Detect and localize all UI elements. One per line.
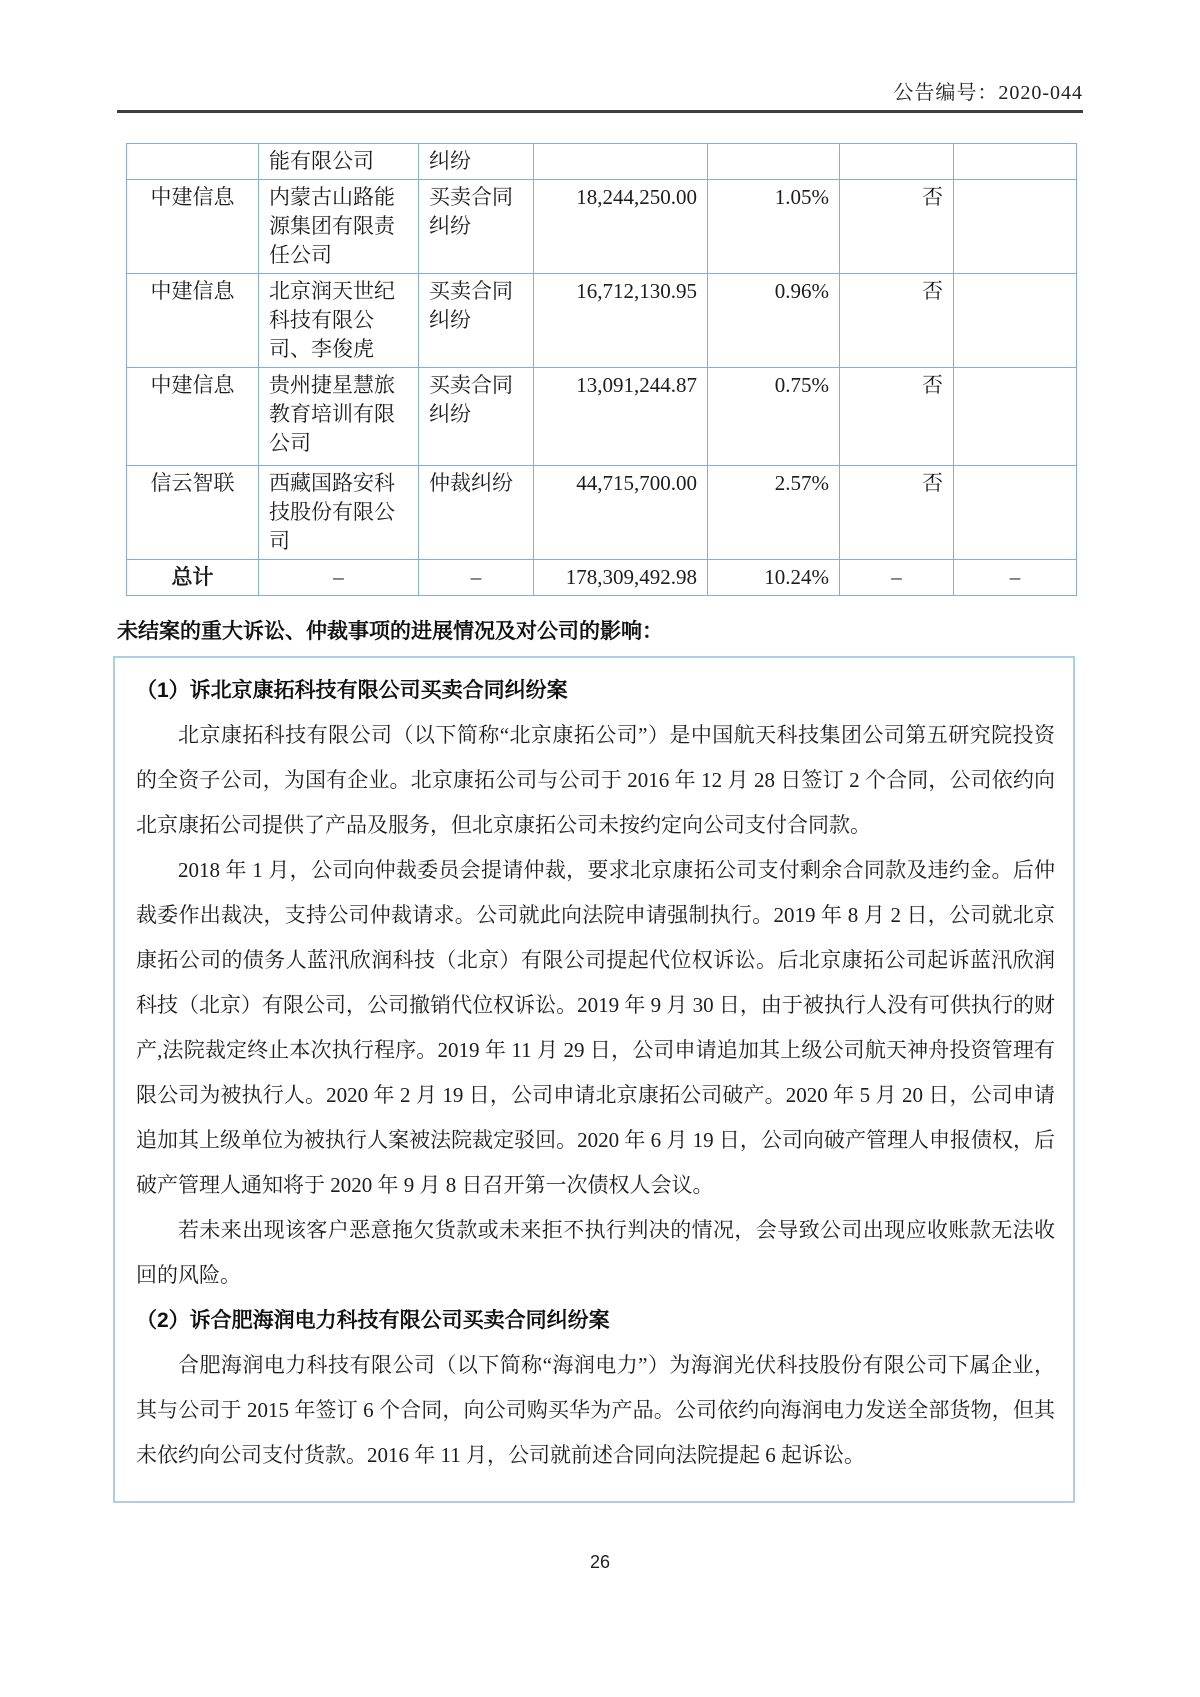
table-cell: 0.96%	[708, 274, 840, 368]
table-cell: 18,244,250.00	[534, 180, 708, 274]
table-cell: –	[259, 560, 419, 596]
table-cell: 总计	[127, 560, 259, 596]
section-heading: 未结案的重大诉讼、仲裁事项的进展情况及对公司的影响：	[117, 620, 663, 643]
table-cell: 178,309,492.98	[534, 560, 708, 596]
table-cell: 2.57%	[708, 466, 840, 560]
table-row	[127, 274, 1077, 368]
table-cell: 北京润天世纪科技有限公司、李俊虎	[259, 274, 419, 368]
table-cell	[954, 180, 1077, 274]
table-cell: 西藏国路安科技股份有限公司	[259, 466, 419, 560]
table-cell: 买卖合同纠纷	[419, 274, 534, 368]
table-cell: 否	[840, 368, 954, 466]
table-cell	[534, 144, 708, 180]
table-row	[127, 144, 1077, 180]
case2-paragraph: 合肥海润电力科技有限公司（以下简称“海润电力”）为海润光伏科技股份有限公司下属企业，其与公司于 2015 年签订 6 个合同，向公司购买华为产品。公司依约向海润电力发送全部货物，但其未依约向公司支付货款。2016 年 11 月，公司就前述合同向法院提起 6 起诉讼。	[136, 1353, 1055, 1467]
header-rule	[117, 110, 1083, 113]
table-row	[127, 368, 1077, 466]
case-details-box	[113, 656, 1075, 1503]
page-number: 26	[589, 1552, 611, 1572]
case1-title: （1）诉北京康拓科技有限公司买卖合同纠纷案	[136, 679, 568, 702]
table-cell: 贵州捷星慧旅教育培训有限公司	[259, 368, 419, 466]
table-cell: 纠纷	[419, 144, 534, 180]
table-cell: 能有限公司	[259, 144, 419, 180]
table-row	[127, 180, 1077, 274]
table-cell: 中建信息	[127, 274, 259, 368]
case2-title: （2）诉合肥海润电力科技有限公司买卖合同纠纷案	[136, 1309, 610, 1332]
table-cell: 1.05%	[708, 180, 840, 274]
table-cell	[954, 274, 1077, 368]
table-cell	[127, 144, 259, 180]
table-cell	[708, 144, 840, 180]
case1-paragraph: 若未来出现该客户恶意拖欠货款或未来拒不执行判决的情况，会导致公司出现应收账款无法收回的风险。	[136, 1218, 1055, 1287]
table-cell: 否	[840, 274, 954, 368]
table-cell	[954, 466, 1077, 560]
table-cell: 否	[840, 466, 954, 560]
table-cell: 否	[840, 180, 954, 274]
table-cell: 0.75%	[708, 368, 840, 466]
table-row	[127, 466, 1077, 560]
table-cell: 买卖合同纠纷	[419, 368, 534, 466]
table-cell: 买卖合同纠纷	[419, 180, 534, 274]
table-cell: 10.24%	[708, 560, 840, 596]
table-cell: 16,712,130.95	[534, 274, 708, 368]
table-cell: –	[954, 560, 1077, 596]
table-cell: 内蒙古山路能源集团有限责任公司	[259, 180, 419, 274]
table-cell: 44,715,700.00	[534, 466, 708, 560]
table-cell: 仲裁纠纷	[419, 466, 534, 560]
table-cell: 中建信息	[127, 368, 259, 466]
table-cell	[954, 368, 1077, 466]
case1-paragraph: 2018 年 1 月，公司向仲裁委员会提请仲裁，要求北京康拓公司支付剩余合同款及违约金。后仲裁委作出裁决，支持公司仲裁请求。公司就此向法院申请强制执行。2019 年 8 月 2 日，公司就北京康拓公司的债务人蓝汛欣润科技（北京）有限公司提起代位权诉讼。后北京康拓公司起诉蓝汛欣润科技（北京）有限公司，公司撤销代位权诉讼。2019 年 9 月 30 日，由于被执行人没有可供执行的财产,法院裁定终止本次执行程序。2019 年 11 月 29 日，公司申请追加其上级公司航天神舟投资管理有限公司为被执行人。2020 年 2 月 19 日，公司申请北京康拓公司破产。2020 年 5 月 20 日，公司申请追加其上级单位为被执行人案被法院裁定驳回。2020 年 6 月 19 日，公司向破产管理人申报债权，后破产管理人通知将于 2020 年 9 月 8 日召开第一次债权人会议。	[136, 858, 1055, 1197]
table-cell: 中建信息	[127, 180, 259, 274]
litigation-table	[126, 143, 1077, 596]
table-cell: 13,091,244.87	[534, 368, 708, 466]
case1-paragraph: 北京康拓科技有限公司（以下简称“北京康拓公司”）是中国航天科技集团公司第五研究院投资的全资子公司，为国有企业。北京康拓公司与公司于 2016 年 12 月 28 日签订 2 个合同，公司依约向北京康拓公司提供了产品及服务，但北京康拓公司未按约定向公司支付合同款。	[136, 723, 1055, 837]
table-cell: –	[419, 560, 534, 596]
table-cell	[954, 144, 1077, 180]
table-cell: –	[840, 560, 954, 596]
table-cell: 信云智联	[127, 466, 259, 560]
doc-number: 公告编号：2020-044	[893, 82, 1083, 104]
table-total-row	[127, 560, 1077, 596]
table-cell	[840, 144, 954, 180]
